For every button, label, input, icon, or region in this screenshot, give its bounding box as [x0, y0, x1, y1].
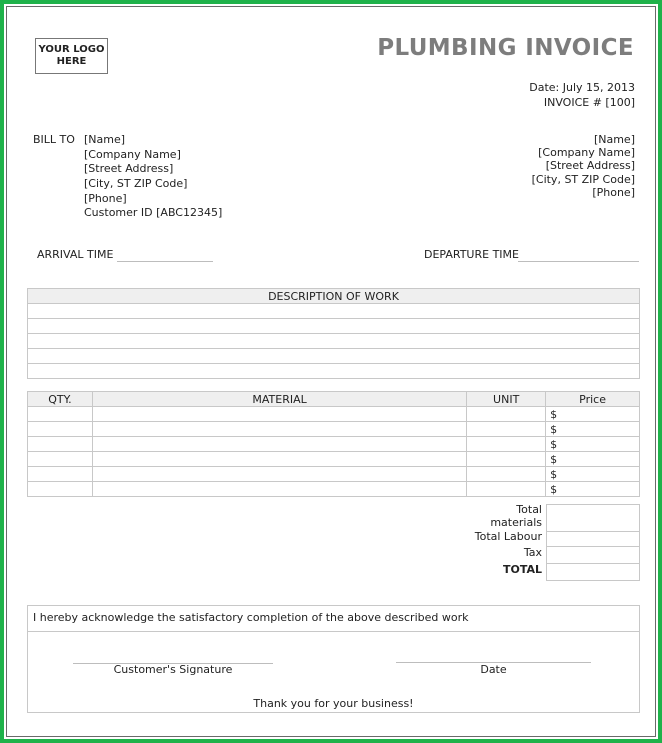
- logo-line-2: HERE: [56, 56, 87, 67]
- description-row: [28, 334, 640, 349]
- table-row: [28, 482, 640, 497]
- price-cell[interactable]: $: [546, 437, 640, 452]
- bill-to-label: BILL TO: [33, 133, 75, 146]
- total-labour-label: Total Labour: [474, 530, 542, 543]
- unit-cell[interactable]: [467, 467, 546, 482]
- qty-cell[interactable]: [28, 452, 93, 467]
- departure-time-field[interactable]: [518, 261, 639, 262]
- material-header: MATERIAL: [92, 392, 466, 407]
- qty-header: QTY.: [28, 392, 93, 407]
- table-row: [28, 422, 640, 437]
- from-company: [Company Name]: [538, 146, 635, 159]
- description-row: [28, 304, 640, 319]
- materials-table: [27, 391, 640, 497]
- invoice-date: Date: July 15, 2013: [529, 81, 635, 94]
- date-label: Date: [480, 663, 507, 676]
- total-labour-value[interactable]: [547, 532, 640, 547]
- description-header: DESCRIPTION OF WORK: [28, 289, 640, 304]
- qty-cell[interactable]: [28, 437, 93, 452]
- price-header: Price: [546, 392, 640, 407]
- bill-to-street: [Street Address]: [84, 162, 174, 175]
- price-cell[interactable]: $: [546, 482, 640, 497]
- from-street: [Street Address]: [545, 159, 635, 172]
- description-row: [28, 364, 640, 379]
- description-row: [28, 349, 640, 364]
- arrival-time-label: ARRIVAL TIME: [37, 248, 114, 261]
- from-phone: [Phone]: [592, 186, 635, 199]
- invoice-title: PLUMBING INVOICE: [377, 35, 634, 61]
- grand-total-value[interactable]: [547, 564, 640, 581]
- tax-label: Tax: [523, 546, 542, 559]
- unit-cell[interactable]: [467, 422, 546, 437]
- description-cell[interactable]: [28, 349, 640, 364]
- logo-line-1: YOUR LOGO: [38, 44, 105, 55]
- grand-total-label: TOTAL: [502, 563, 542, 576]
- acknowledgement-text: I hereby acknowledge the satisfactory completion of the above described work: [33, 611, 469, 624]
- total-materials-line-2: materials: [490, 516, 542, 529]
- unit-header: UNIT: [467, 392, 546, 407]
- description-cell[interactable]: [28, 364, 640, 379]
- unit-cell[interactable]: [467, 452, 546, 467]
- arrival-time-field[interactable]: [117, 261, 213, 262]
- from-name: [Name]: [593, 133, 635, 146]
- price-cell[interactable]: $: [546, 452, 640, 467]
- from-city: [City, ST ZIP Code]: [531, 173, 635, 186]
- total-materials-value[interactable]: [547, 505, 640, 532]
- material-cell[interactable]: [92, 422, 466, 437]
- description-cell[interactable]: [28, 334, 640, 349]
- customer-signature-label: Customer's Signature: [113, 663, 233, 676]
- logo-placeholder: [35, 38, 108, 74]
- table-row: [28, 407, 640, 422]
- thank-you-text: Thank you for your business!: [253, 697, 414, 710]
- table-row: [28, 452, 640, 467]
- bill-to-name: [Name]: [84, 133, 126, 146]
- description-cell[interactable]: [28, 319, 640, 334]
- table-row: [28, 437, 640, 452]
- unit-cell[interactable]: [467, 407, 546, 422]
- qty-cell[interactable]: [28, 422, 93, 437]
- totals-table: [546, 504, 640, 581]
- acknowledgement-box: [27, 605, 640, 713]
- acknowledgement-divider: [28, 631, 639, 632]
- price-cell[interactable]: $: [546, 467, 640, 482]
- bill-to-city: [City, ST ZIP Code]: [84, 177, 188, 190]
- total-materials-line-1: Total: [516, 503, 542, 516]
- qty-cell[interactable]: [28, 482, 93, 497]
- qty-cell[interactable]: [28, 407, 93, 422]
- material-cell[interactable]: [92, 437, 466, 452]
- material-cell[interactable]: [92, 467, 466, 482]
- tax-value[interactable]: [547, 547, 640, 564]
- description-row: [28, 319, 640, 334]
- materials-header-row: [28, 392, 640, 407]
- total-materials-label: [490, 503, 542, 529]
- bill-to-phone: [Phone]: [84, 192, 127, 205]
- price-cell[interactable]: $: [546, 407, 640, 422]
- material-cell[interactable]: [92, 452, 466, 467]
- unit-cell[interactable]: [467, 437, 546, 452]
- invoice-number: INVOICE # [100]: [543, 96, 635, 109]
- material-cell[interactable]: [92, 407, 466, 422]
- qty-cell[interactable]: [28, 467, 93, 482]
- bill-to-company: [Company Name]: [84, 148, 181, 161]
- material-cell[interactable]: [92, 482, 466, 497]
- description-cell[interactable]: [28, 304, 640, 319]
- unit-cell[interactable]: [467, 482, 546, 497]
- table-row: [28, 467, 640, 482]
- description-table: [27, 288, 640, 379]
- price-cell[interactable]: $: [546, 422, 640, 437]
- departure-time-label: DEPARTURE TIME: [424, 248, 519, 261]
- bill-to-customer-id: Customer ID [ABC12345]: [84, 206, 223, 219]
